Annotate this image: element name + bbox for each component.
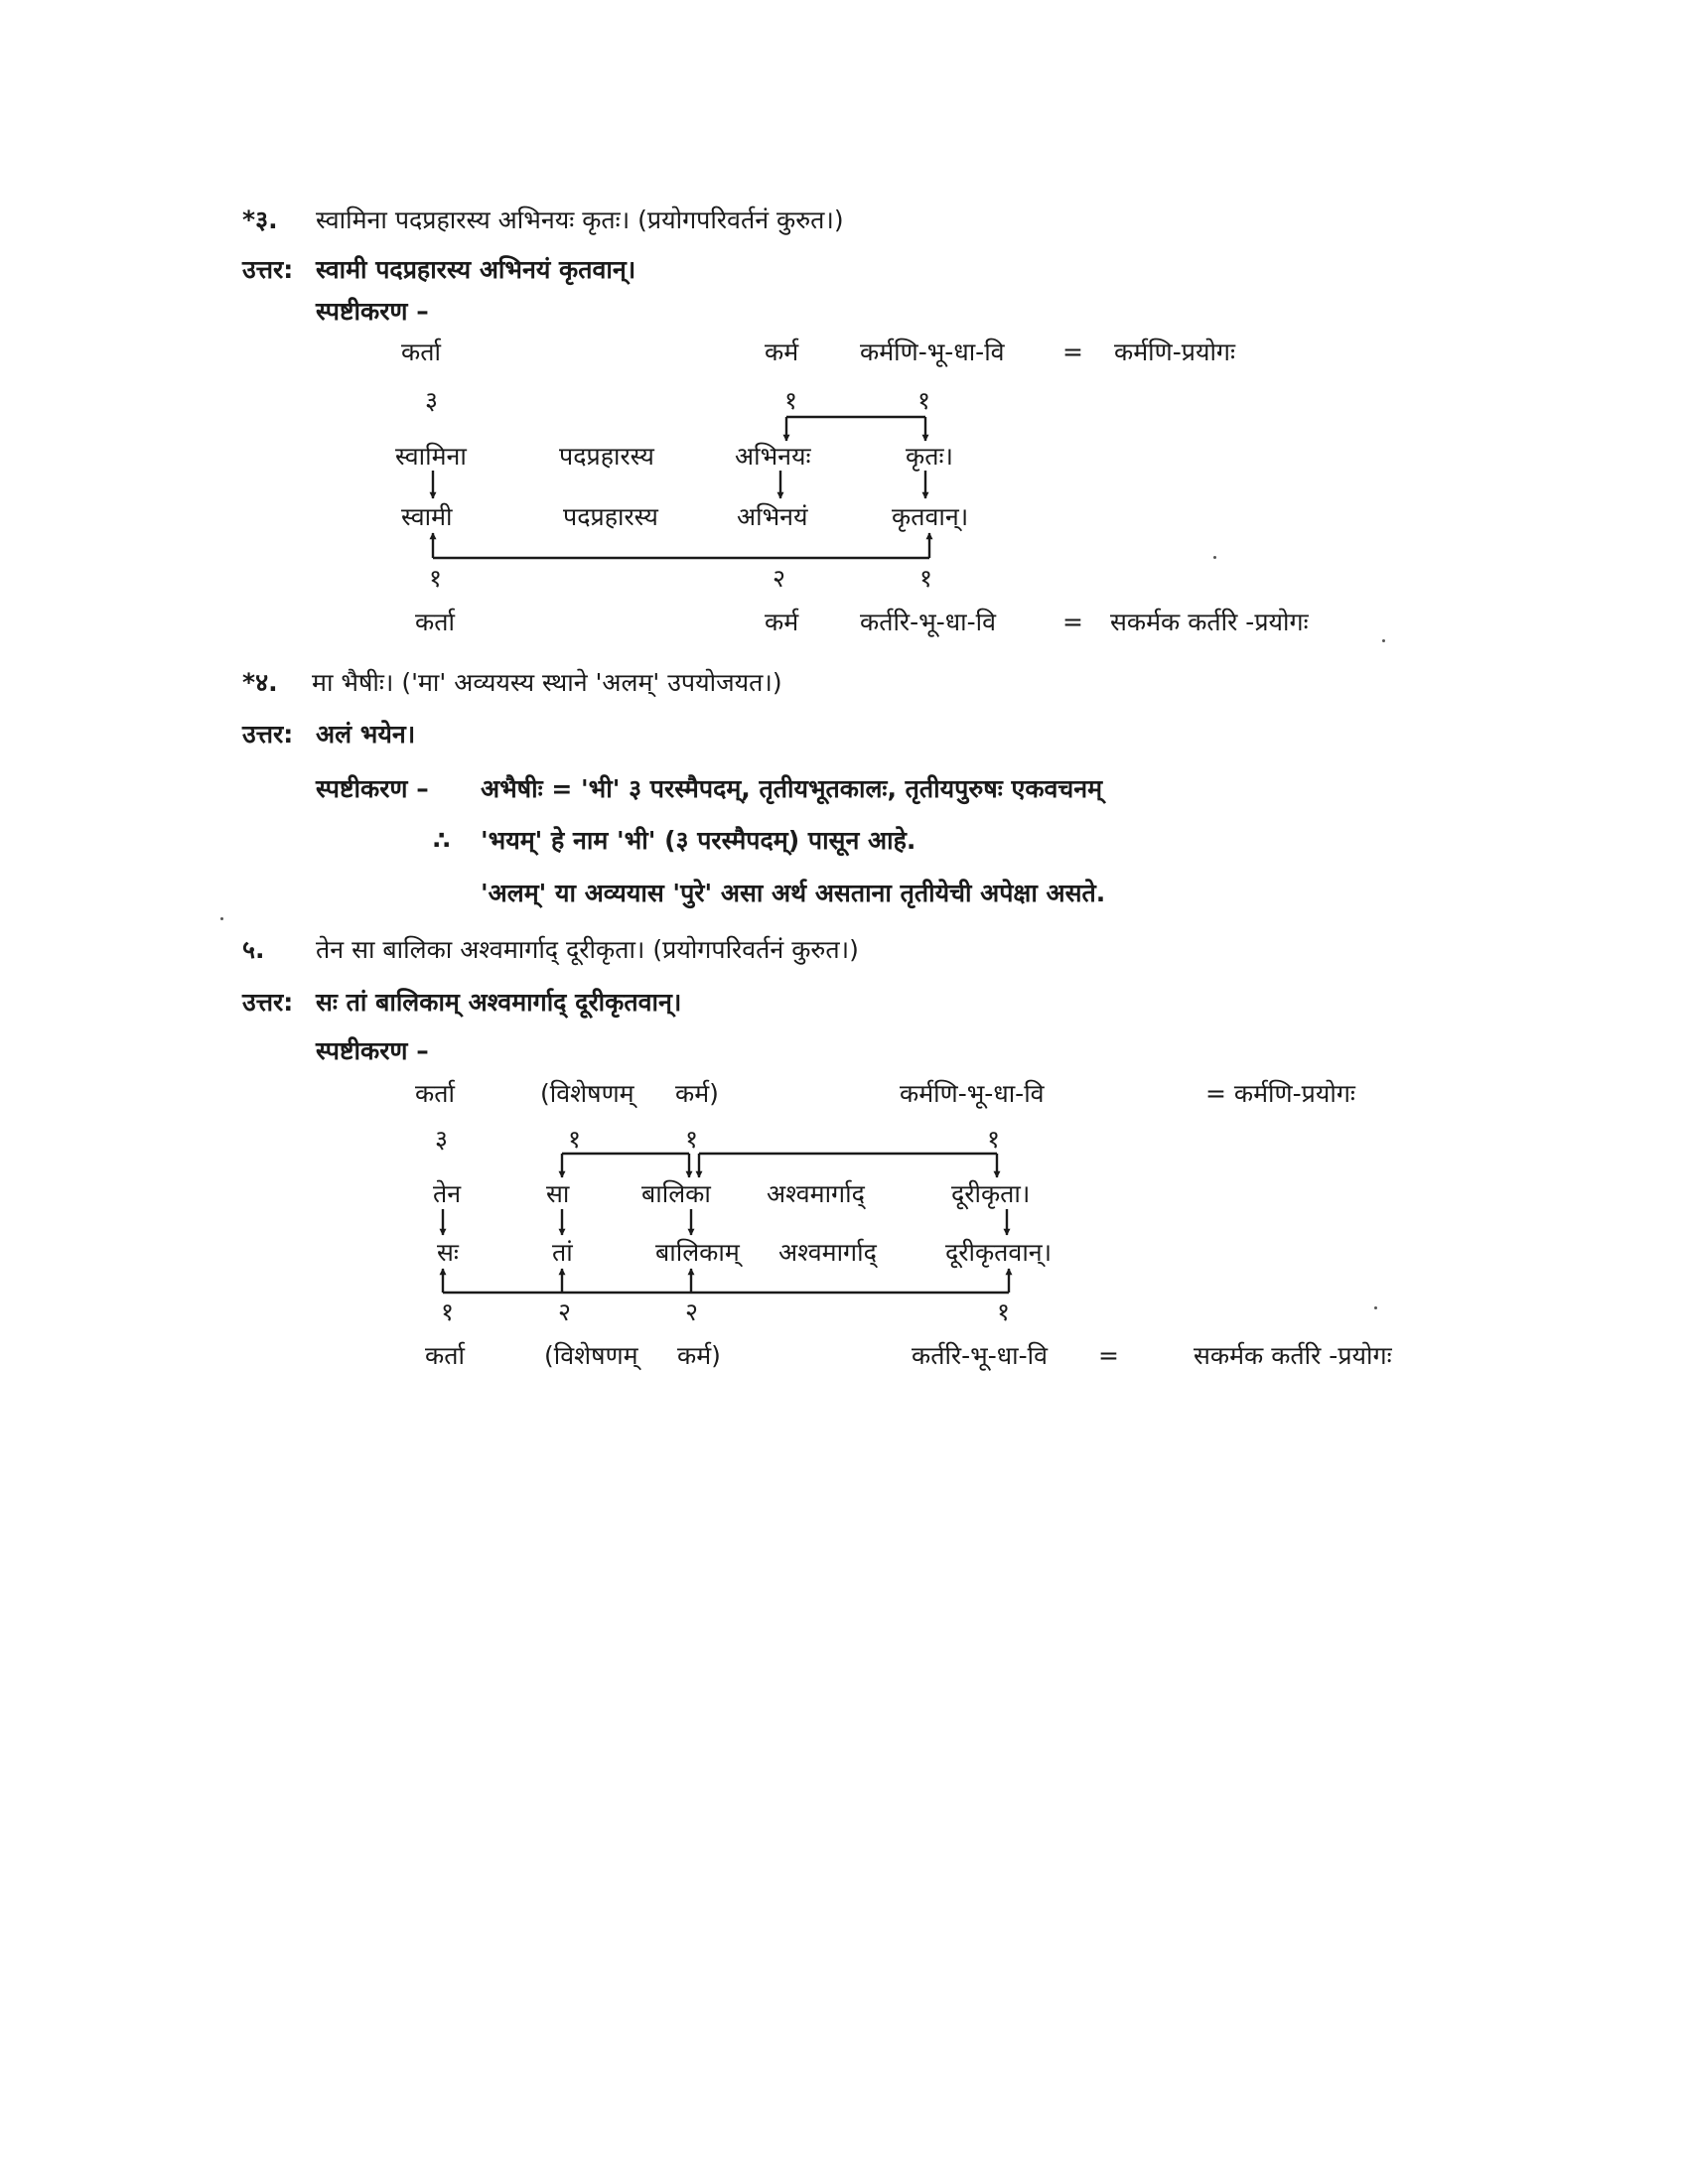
q5-bottom-header: (विशेषणम्	[544, 1341, 638, 1370]
q5-top-number: १	[987, 1125, 1001, 1154]
q3-header-prayoga: कर्मणि-प्रयोगः	[1114, 338, 1236, 366]
q4-explanation-line3: 'अलम्' या अव्ययास 'पुरे' असा अर्थ असताना तृतीयेची अपेक्षा असते.	[481, 879, 1106, 907]
q3-number: *३.	[242, 205, 278, 234]
q5-bottom-header: कर्म)	[677, 1341, 721, 1370]
q3-row2-word: अभिनयं	[737, 502, 808, 531]
q5-bottom-number: १	[997, 1297, 1011, 1326]
q3-row1-word: स्वामिना	[395, 442, 467, 471]
q4-answer: अलं भयेन।	[316, 720, 416, 749]
q4-answer-label: उत्तर:	[242, 720, 294, 749]
q5-top-number: १	[568, 1125, 582, 1154]
q5-row2-word: अश्वमार्गाद्	[778, 1238, 877, 1267]
q4-explanation-label: स्पष्टीकरण –	[316, 774, 429, 803]
q5-row2-word: तां	[552, 1238, 573, 1267]
q5-header-verb: कर्मणि-भू-धा-वि	[900, 1079, 1045, 1108]
q3-row2-word: कृतवान्।	[892, 502, 969, 531]
q5-bottom-header: कर्ता	[425, 1341, 465, 1370]
q5-bottom-number: २	[558, 1297, 572, 1326]
q5-answer: सः तां बालिकाम् अश्वमार्गाद् दूरीकृतवान्।	[316, 988, 682, 1017]
q3-bottom-header: कर्तरि-भू-धा-वि	[860, 608, 997, 636]
q3-header-karta: कर्ता	[401, 338, 441, 366]
q3-bottom-header: =	[1062, 608, 1083, 636]
q3-top-number: १	[784, 386, 798, 415]
q5-bottom-number: १	[441, 1297, 455, 1326]
q5-header-karta: कर्ता	[415, 1079, 455, 1108]
q3-bottom-number: १	[919, 564, 933, 593]
q5-question: तेन सा बालिका अश्वमार्गाद् दूरीकृता। (प्रयोगपरिवर्तनं कुरुत।)	[316, 935, 859, 964]
therefore-symbol: ∴	[433, 826, 451, 855]
q4-question: मा भैषीः। ('मा' अव्ययस्य स्थाने 'अलम्' उपयोजयत।)	[312, 668, 782, 697]
q5-row2-word: दूरीकृतवान्।	[945, 1238, 1053, 1267]
q3-row1-word: पदप्रहारस्य	[559, 442, 654, 471]
q3-header-equals: =	[1062, 338, 1083, 366]
q5-top-number: १	[685, 1125, 699, 1154]
q5-explanation-label: स्पष्टीकरण –	[316, 1036, 429, 1065]
q5-bottom-number: २	[685, 1297, 699, 1326]
q5-header-karma: कर्म)	[675, 1079, 719, 1108]
q5-answer-label: उत्तर:	[242, 988, 294, 1017]
q5-bottom-header: सकर्मक कर्तरि -प्रयोगः	[1194, 1341, 1392, 1370]
q3-answer-label: उत्तर:	[242, 255, 294, 284]
q3-row1-word: अभिनयः	[735, 442, 811, 471]
q3-header-karma: कर्म	[765, 338, 799, 366]
q5-row1-word: तेन	[433, 1179, 462, 1208]
q3-explanation-label: स्पष्टीकरण –	[316, 297, 429, 326]
q5-bottom-header: कर्तरि-भू-धा-वि	[912, 1341, 1049, 1370]
q3-top-number: १	[917, 386, 931, 415]
q5-top-number: ३	[435, 1125, 449, 1154]
q4-explanation-line1: अभैषीः = 'भी' ३ परस्मैपदम्, तृतीयभूतकालः, तृतीयपुरुषः एकवचनम्	[481, 774, 1103, 803]
q3-header-verb: कर्मणि-भू-धा-वि	[860, 338, 1005, 366]
q3-bottom-number: २	[773, 564, 786, 593]
q5-row2-word: सः	[437, 1238, 459, 1267]
q5-bottom-header: =	[1098, 1341, 1119, 1370]
q3-answer: स्वामी पदप्रहारस्य अभिनयं कृतवान्।	[316, 255, 636, 284]
q5-header-visheshanam: (विशेषणम्	[540, 1079, 634, 1108]
scan-speck	[1374, 1306, 1377, 1309]
q4-explanation-line2: 'भयम्' हे नाम 'भी' (३ परस्मैपदम्) पासून आहे.	[481, 826, 916, 855]
q5-row2-word: बालिकाम्	[655, 1238, 740, 1267]
q3-bottom-bracket	[433, 533, 929, 558]
q3-bottom-header: सकर्मक कर्तरि -प्रयोगः	[1110, 608, 1309, 636]
scan-speck	[1382, 639, 1385, 642]
q3-row2-word: पदप्रहारस्य	[563, 502, 658, 531]
q5-number: ५.	[242, 935, 265, 964]
q5-header-prayoga: = कर्मणि-प्रयोगः	[1205, 1079, 1355, 1108]
q3-bottom-header: कर्म	[765, 608, 799, 636]
q5-row1-word: दूरीकृता।	[951, 1179, 1031, 1208]
q3-top-bracket	[786, 417, 925, 441]
q3-question: स्वामिना पदप्रहारस्य अभिनयः कृतः। (प्रयोगपरिवर्तनं कुरुत।)	[316, 205, 844, 234]
q5-row1-word: अश्वमार्गाद्	[767, 1179, 865, 1208]
q4-number: *४.	[242, 668, 278, 697]
q3-row1-word: कृतः।	[906, 442, 953, 471]
q5-top-bracket-adjective	[562, 1154, 689, 1177]
q5-row1-word: बालिका	[641, 1179, 711, 1208]
q5-row1-word: सा	[546, 1179, 570, 1208]
q5-top-bracket-object	[699, 1154, 997, 1177]
scan-speck	[1213, 556, 1216, 559]
q3-bottom-number: १	[429, 564, 443, 593]
q3-bottom-header: कर्ता	[415, 608, 455, 636]
q3-top-number: ३	[425, 386, 439, 415]
q5-bottom-bracket	[443, 1269, 1009, 1293]
scan-speck	[220, 917, 223, 920]
q3-row2-word: स्वामी	[401, 502, 453, 531]
